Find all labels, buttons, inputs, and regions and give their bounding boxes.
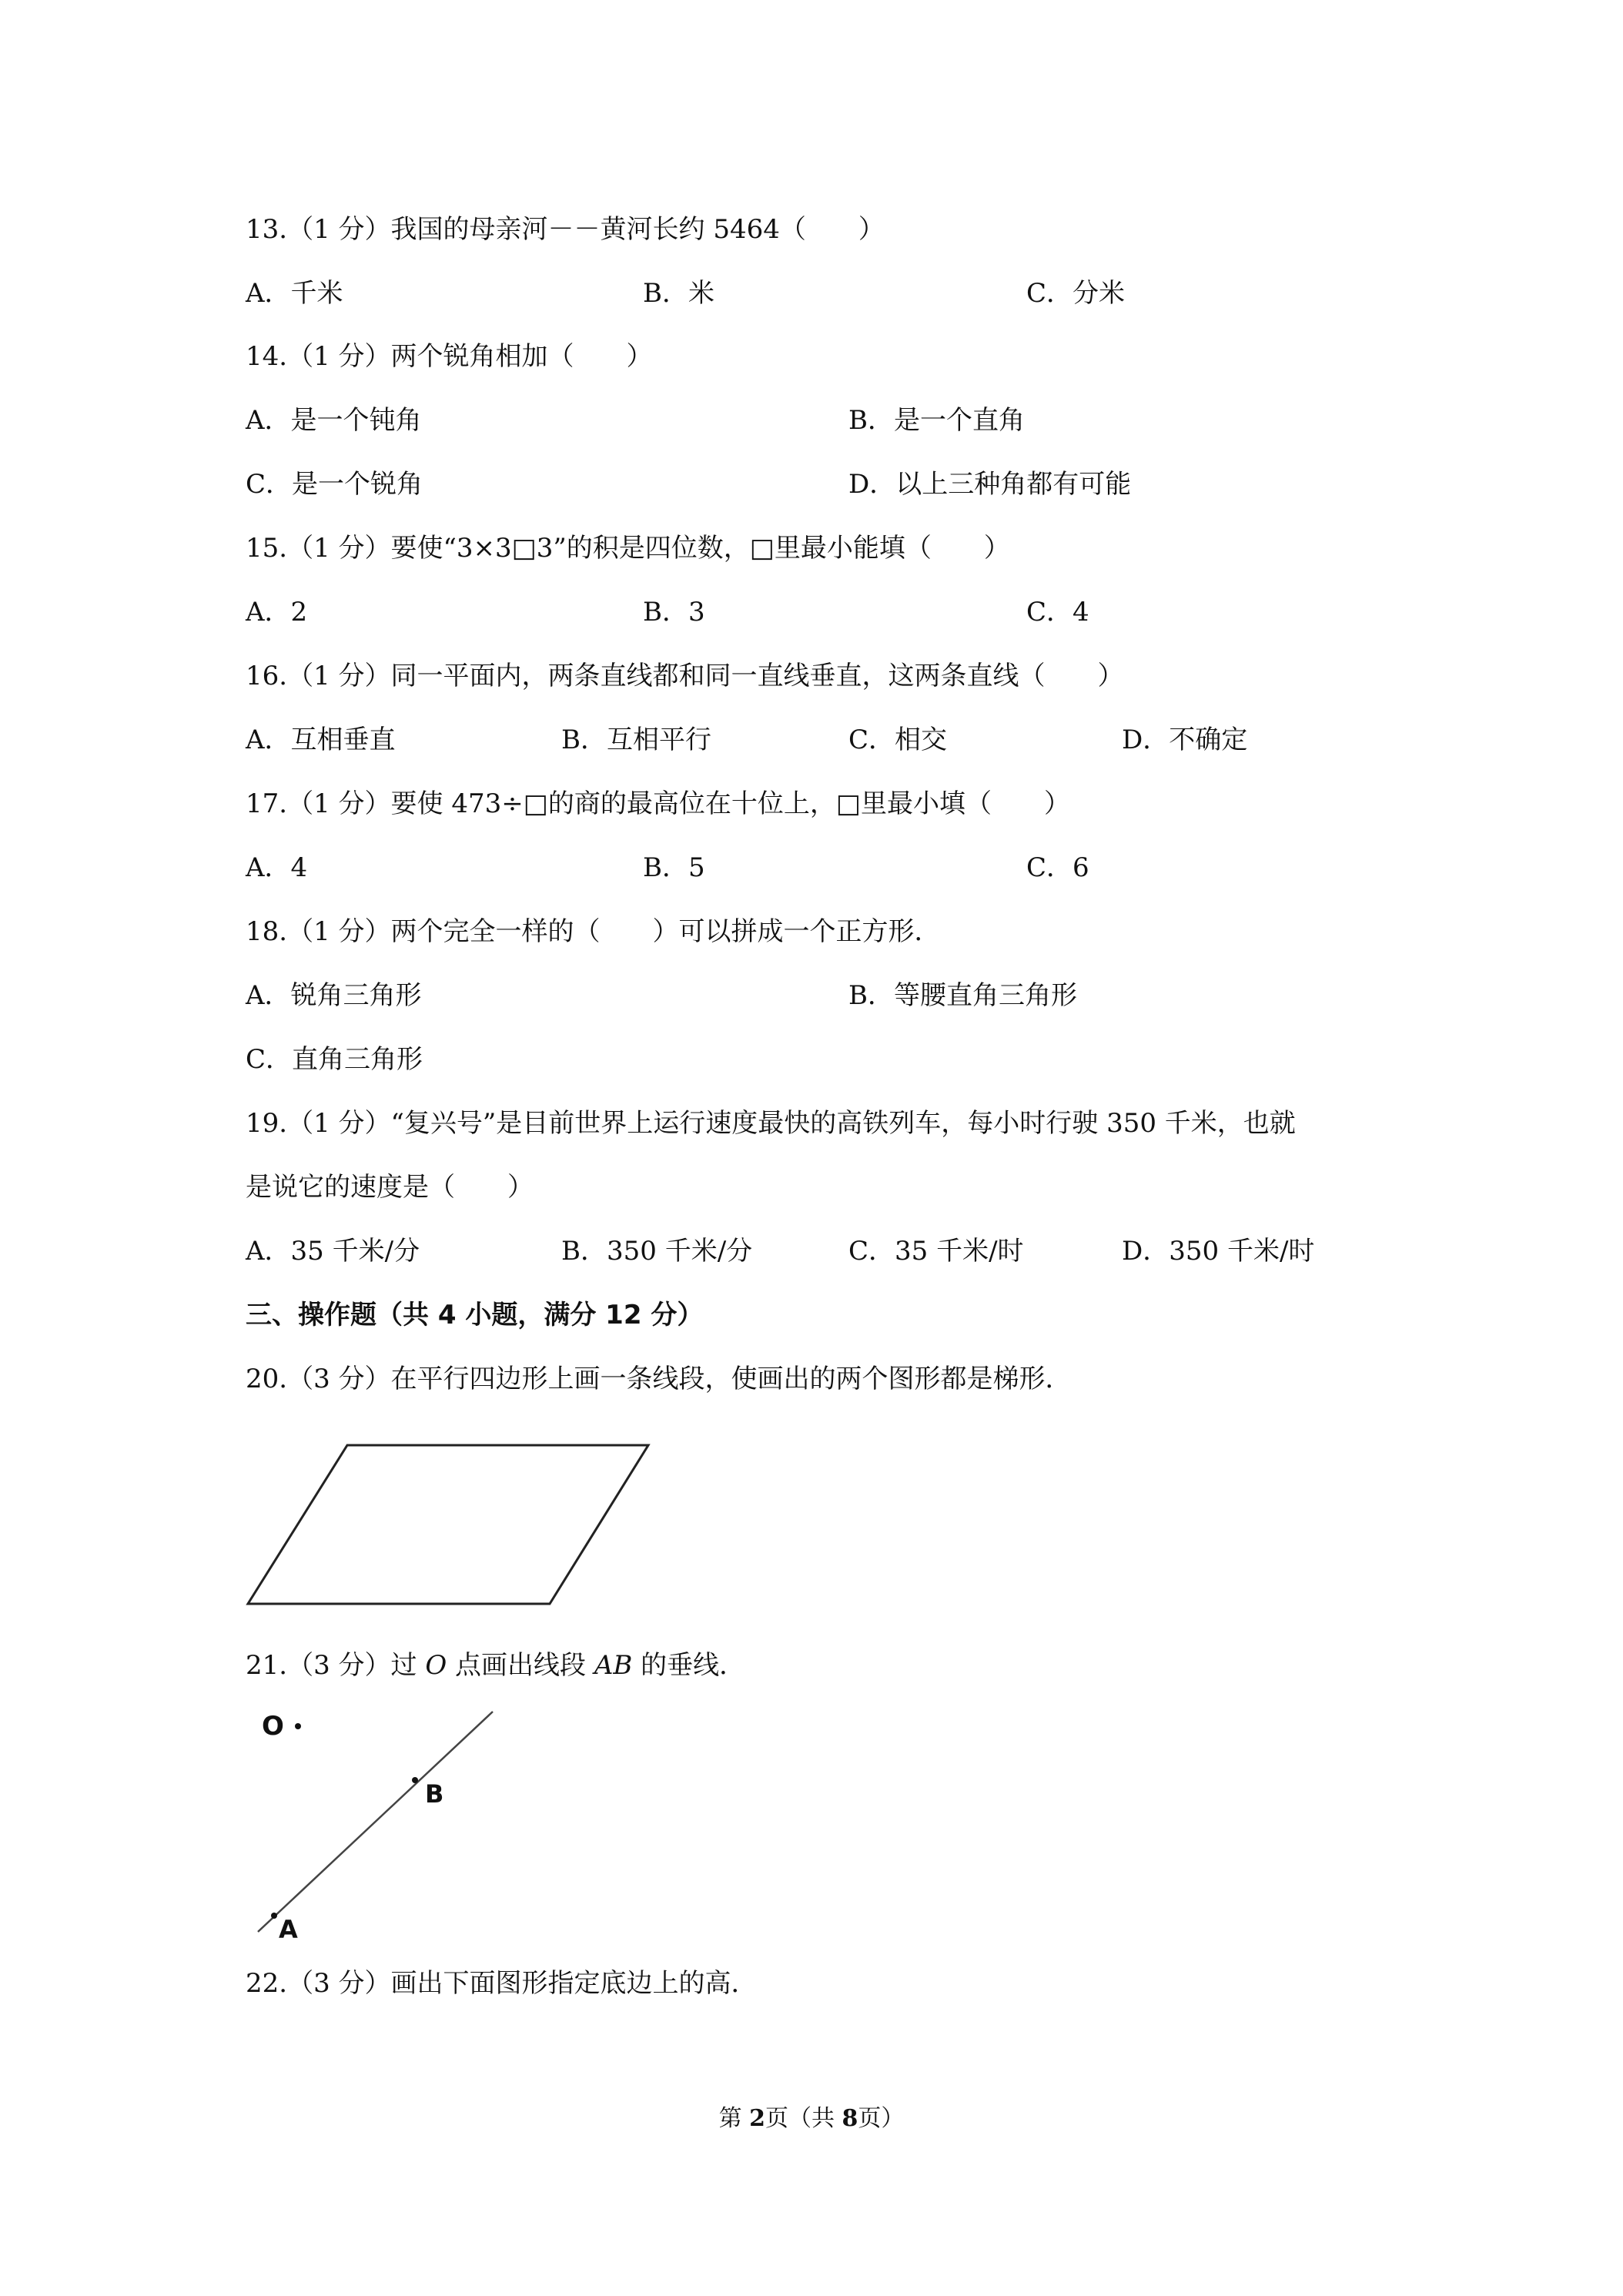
q14-option-d: D．以上三种角都有可能 bbox=[848, 469, 1132, 500]
q22-stem: 22.（3 分）画出下面图形指定底边上的高． bbox=[246, 1968, 758, 1999]
q16-option-a: A．互相垂直 bbox=[246, 725, 396, 755]
q15-option-b: B．3 bbox=[643, 597, 705, 628]
point-o-label: O bbox=[262, 1711, 284, 1742]
q17-option-c: C．6 bbox=[1026, 852, 1089, 883]
q13-option-b: B．米 bbox=[643, 278, 714, 309]
q16-option-b: B．互相平行 bbox=[561, 725, 711, 755]
q16-stem: 16.（1 分）同一平面内，两条直线都和同一直线垂直，这两条直线（ ） bbox=[246, 661, 1124, 691]
point-b-dot bbox=[412, 1777, 418, 1783]
q15-stem: 15.（1 分）要使“3×3□3”的积是四位数，□里最小能填（ ） bbox=[246, 533, 1010, 564]
point-a-label: A bbox=[279, 1915, 298, 1944]
q14-stem: 14.（1 分）两个锐角相加（ ） bbox=[246, 341, 653, 372]
q17-option-a: A．4 bbox=[246, 852, 308, 883]
q19-option-a: A．35 千米/分 bbox=[246, 1236, 420, 1267]
q19-option-b: B．350 千米/分 bbox=[561, 1236, 753, 1267]
q21-segment-ab-ref: AB bbox=[594, 1650, 633, 1681]
parallelogram-shape bbox=[248, 1445, 648, 1604]
footer-prefix: 第 bbox=[718, 2105, 750, 2132]
q15-option-c: C．4 bbox=[1026, 597, 1089, 628]
q21-segment-figure bbox=[246, 1698, 508, 1944]
q19-stem-line2: 是说它的速度是（ ） bbox=[246, 1172, 534, 1203]
q19-stem-line1: 19.（1 分）“复兴号”是目前世界上运行速度最快的高铁列车，每小时行驶 350 千米，也就 bbox=[246, 1108, 1296, 1139]
point-b-label: B bbox=[425, 1779, 444, 1809]
q21-stem-suffix: 的垂线． bbox=[632, 1650, 746, 1681]
footer-middle: 页（共 bbox=[765, 2105, 842, 2132]
footer-suffix: 页） bbox=[858, 2105, 905, 2132]
q19-option-c: C．35 千米/时 bbox=[848, 1236, 1024, 1267]
q13-option-a: A．千米 bbox=[246, 278, 343, 309]
q20-parallelogram-figure bbox=[239, 1436, 654, 1613]
q21-stem-mid: 点画出线段 bbox=[447, 1650, 594, 1681]
section-3-heading: 三、操作题（共 4 小题，满分 12 分） bbox=[246, 1300, 704, 1330]
q16-option-d: D．不确定 bbox=[1122, 725, 1248, 755]
q21-stem-prefix: 21.（3 分）过 bbox=[246, 1650, 426, 1681]
footer-page-number: 2 bbox=[749, 2105, 765, 2132]
q14-option-c: C．是一个锐角 bbox=[246, 469, 423, 500]
q18-stem: 18.（1 分）两个完全一样的（ ）可以拼成一个正方形． bbox=[246, 916, 941, 947]
q15-option-a: A．2 bbox=[246, 597, 308, 628]
q18-option-b: B．等腰直角三角形 bbox=[848, 980, 1077, 1011]
q21-stem bbox=[246, 1648, 745, 1682]
point-a-dot bbox=[271, 1913, 277, 1919]
page-footer bbox=[0, 2104, 1623, 2134]
q18-option-a: A．锐角三角形 bbox=[246, 980, 422, 1011]
q17-stem: 17.（1 分）要使 473÷□的商的最高位在十位上，□里最小填（ ） bbox=[246, 788, 1070, 819]
point-o-dot bbox=[295, 1723, 301, 1729]
q14-option-a: A．是一个钝角 bbox=[246, 405, 422, 436]
q14-option-b: B．是一个直角 bbox=[848, 405, 1025, 436]
q16-option-c: C．相交 bbox=[848, 725, 948, 755]
q13-option-c: C．分米 bbox=[1026, 278, 1126, 309]
q17-option-b: B．5 bbox=[643, 852, 705, 883]
footer-total-pages: 8 bbox=[842, 2105, 858, 2132]
q19-option-d: D．350 千米/时 bbox=[1122, 1236, 1315, 1267]
q18-option-c: C．直角三角形 bbox=[246, 1044, 423, 1075]
q21-point-o-ref: O bbox=[425, 1650, 447, 1681]
segment-ab-line bbox=[258, 1712, 493, 1932]
q13-stem: 13.（1 分）我国的母亲河－－黄河长约 5464（ ） bbox=[246, 214, 885, 245]
q20-stem: 20.（3 分）在平行四边形上画一条线段，使画出的两个图形都是梯形． bbox=[246, 1364, 1072, 1394]
